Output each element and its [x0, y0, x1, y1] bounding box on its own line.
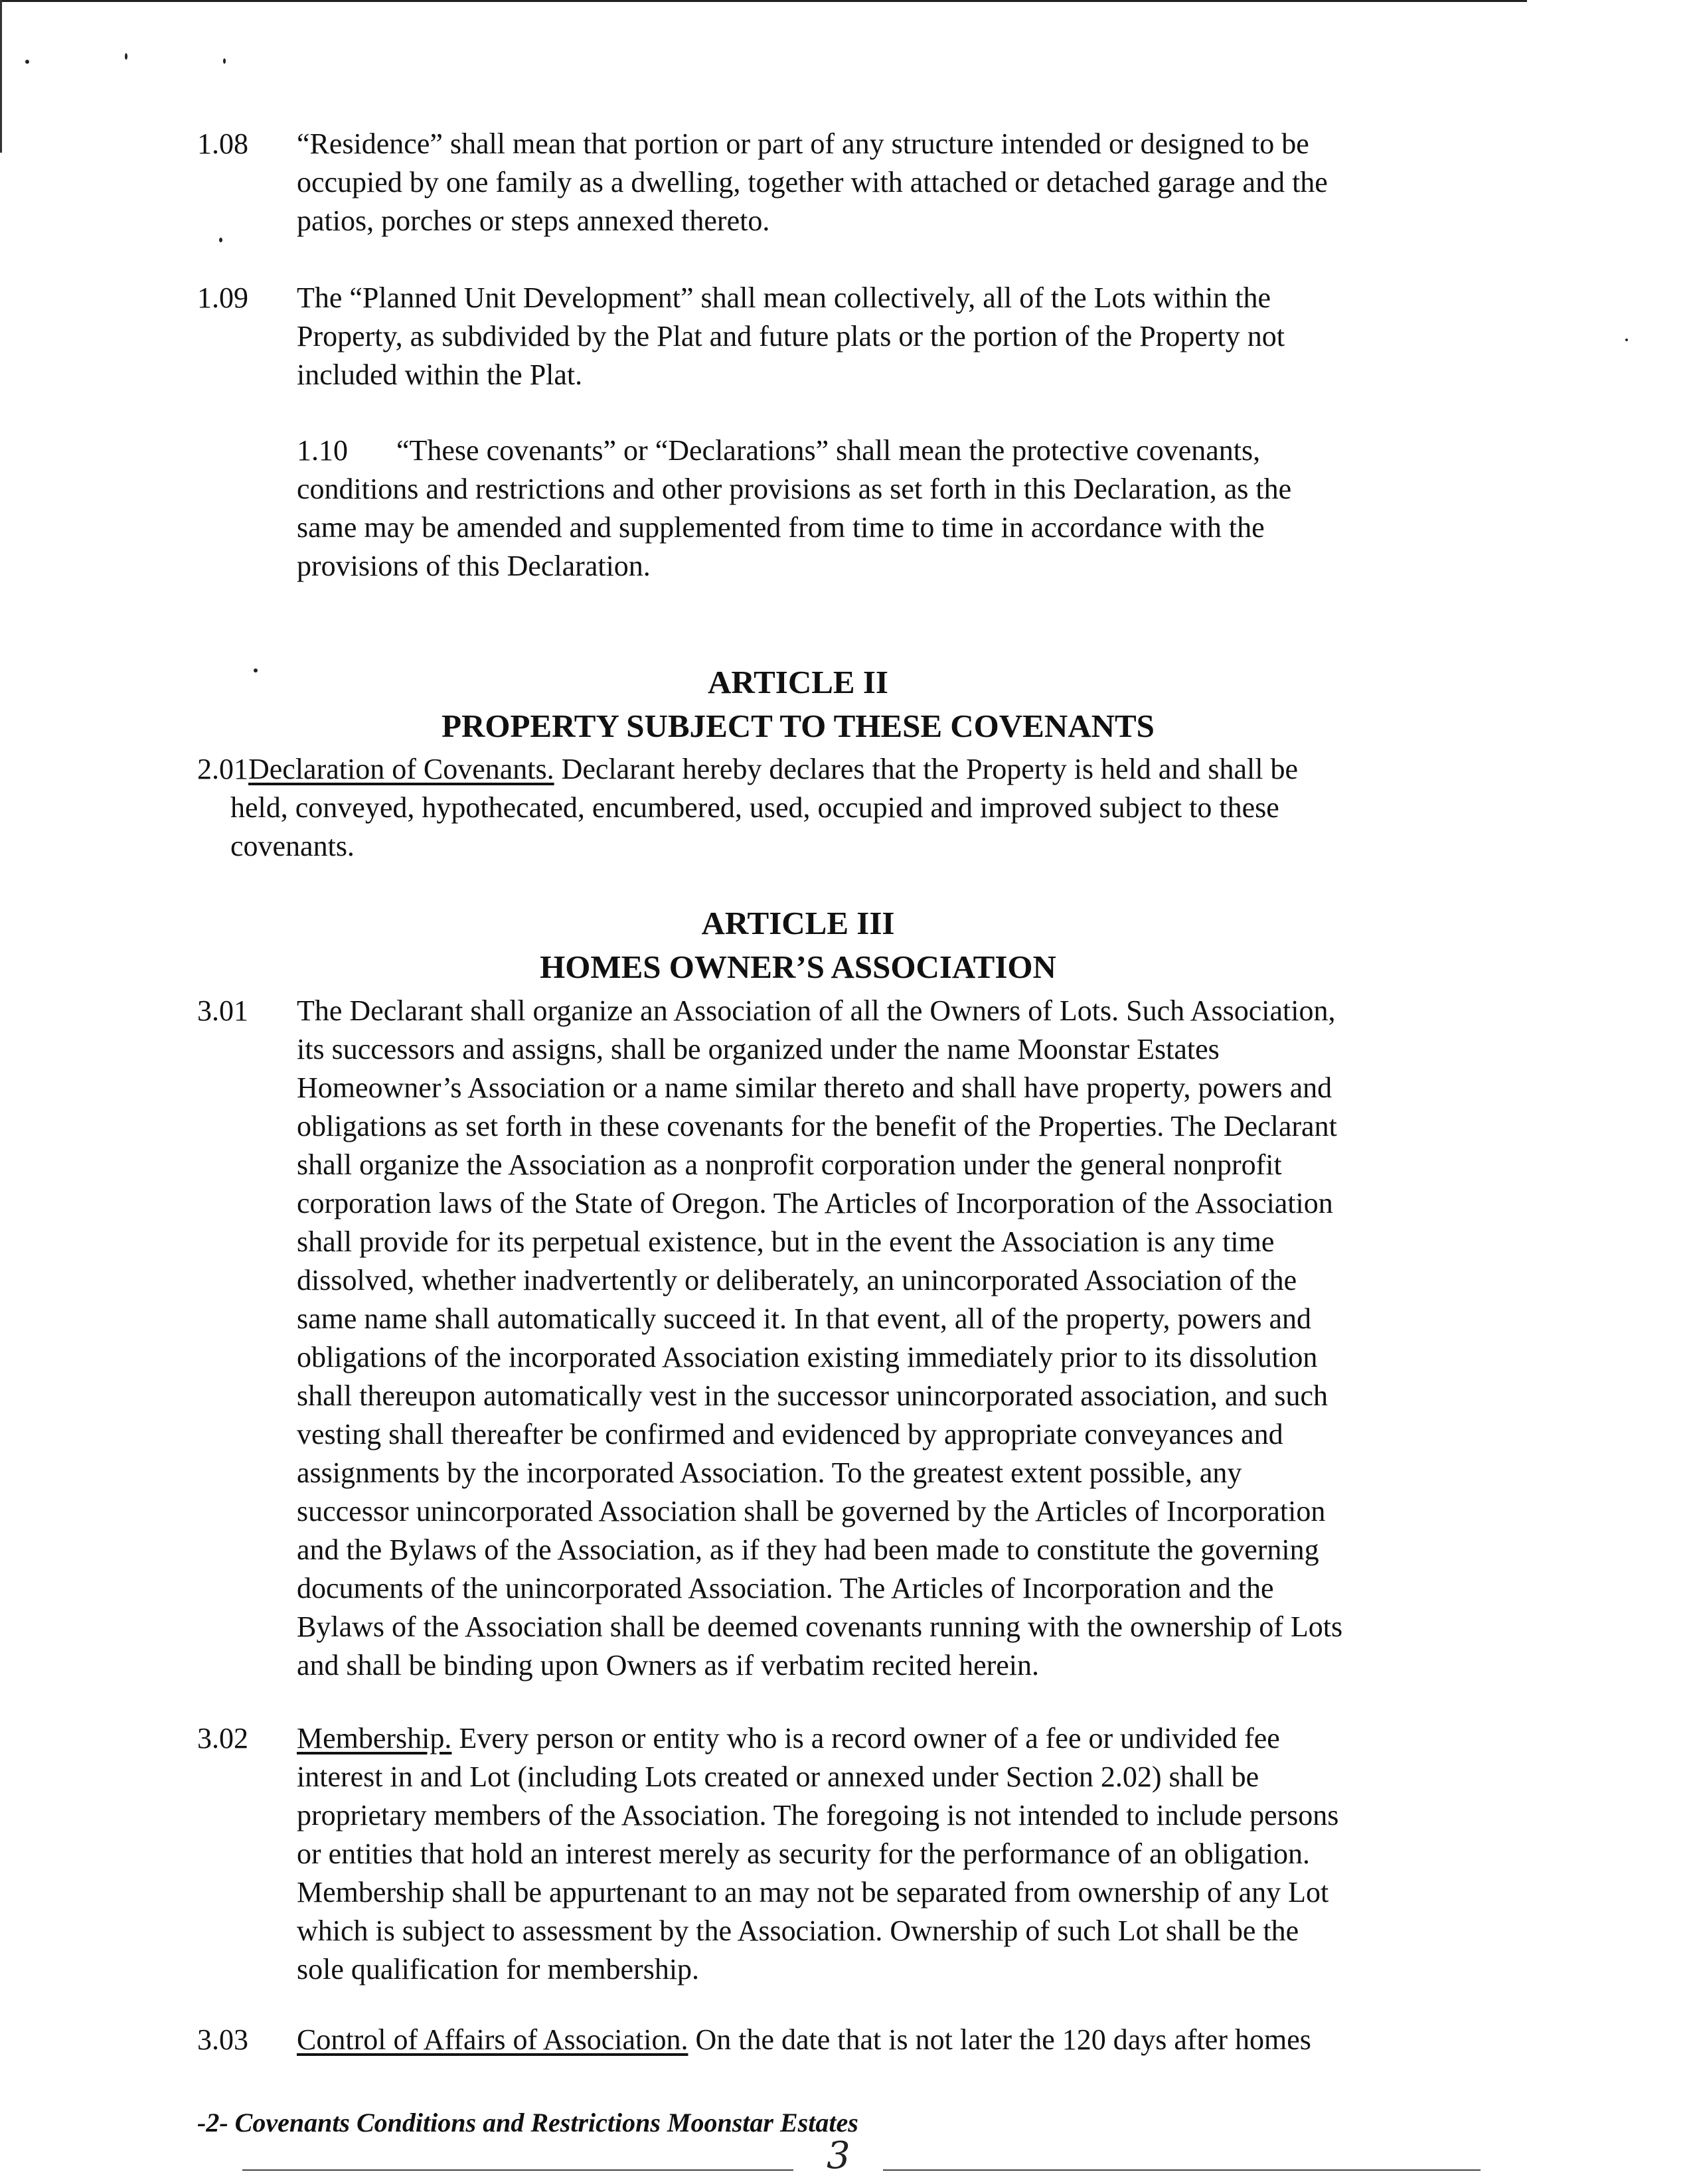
- section-number: 3.02: [197, 1722, 248, 1755]
- text-line: “These covenants” or “Declarations” shall mean the protective covenants,: [396, 434, 1261, 467]
- text-line: [197, 750, 1298, 789]
- scan-bottom-border: [242, 2169, 793, 2171]
- scan-speck: [25, 60, 29, 64]
- section-3-01-text: [297, 992, 1342, 1685]
- section-number: 1.09: [197, 281, 248, 314]
- text-line: same name shall automatically succeed it. In that event, all of the property, powers and: [297, 1302, 1312, 1335]
- text-line: corporation laws of the State of Oregon. The Articles of Incorporation of the Association: [297, 1187, 1333, 1219]
- text-line: On the date that is not later the 120 days after homes: [688, 2023, 1311, 2056]
- scan-top-border: [0, 0, 1527, 2]
- text-line: vesting shall thereafter be confirmed and evidenced by appropriate conveyances and: [297, 1418, 1283, 1450]
- section-number: 1.10: [297, 434, 348, 467]
- text-line: or entities that hold an interest merely as security for the performance of an obligation.: [297, 1837, 1311, 1870]
- scan-speck: [125, 53, 127, 60]
- text-line: assignments by the incorporated Association. To the greatest extent possible, any: [297, 1456, 1242, 1489]
- text-line: which is subject to assessment by the Association. Ownership of such Lot shall be the: [297, 1914, 1299, 1947]
- text-line: shall provide for its perpetual existence, but in the event the Association is any time: [297, 1225, 1275, 1258]
- section-number: 3.01: [197, 994, 248, 1027]
- section-heading: Control of Affairs of Association.: [297, 2023, 688, 2056]
- text-line: and shall be binding upon Owners as if verbatim recited herein.: [297, 1649, 1040, 1681]
- text-line: and the Bylaws of the Association, as if they had been made to constitute the governing: [297, 1533, 1319, 1566]
- section-1-09-text: [297, 279, 1285, 394]
- text-line: included within the Plat.: [297, 358, 583, 391]
- text-line: Membership shall be appurtenant to an may not be separated from ownership of any Lot: [297, 1876, 1329, 1909]
- handwritten-page-number: 3: [827, 2134, 850, 2177]
- text-line: [297, 2021, 1311, 2059]
- text-line: Declarant hereby declares that the Property is held and shall be: [554, 753, 1298, 785]
- text-line: The Declarant shall organize an Association of all the Owners of Lots. Such Association,: [297, 994, 1336, 1027]
- text-line: same may be amended and supplemented from time to time in accordance with the: [297, 511, 1265, 544]
- text-line: proprietary members of the Association. The foregoing is not intended to include persons: [297, 1799, 1339, 1832]
- text-line: “Residence” shall mean that portion or part of any structure intended or designed to be: [297, 127, 1309, 160]
- text-line: patios, porches or steps annexed thereto.: [297, 204, 770, 237]
- text-line: [297, 1719, 1338, 1758]
- section-number: 2.01: [197, 753, 248, 785]
- text-line: conditions and restrictions and other provisions as set forth in this Declaration, as the: [297, 473, 1292, 505]
- text-line: Every person or entity who is a record owner of a fee or undivided fee: [451, 1722, 1280, 1755]
- text-line: shall thereupon automatically vest in the successor unincorporated association, and such: [297, 1379, 1328, 1412]
- text-line: obligations as set forth in these covenants for the benefit of the Properties. The Declarant: [297, 1110, 1337, 1142]
- text-line: its successors and assigns, shall be organized under the name Moonstar Estates: [297, 1033, 1220, 1065]
- article-3-subtitle: HOMES OWNER’S ASSOCIATION: [540, 949, 1056, 985]
- text-line: shall organize the Association as a nonprofit corporation under the general nonprofit: [297, 1148, 1282, 1181]
- text-line: The “Planned Unit Development” shall mean collectively, all of the Lots within the: [297, 281, 1271, 314]
- text-line: obligations of the incorporated Association existing immediately prior to its dissolution: [297, 1341, 1318, 1373]
- scan-bottom-border: [883, 2169, 1481, 2171]
- text-line: successor unincorporated Association shall be governed by the Articles of Incorporation: [297, 1495, 1326, 1527]
- section-3-03-text: [297, 2021, 1311, 2059]
- text-line: Property, as subdivided by the Plat and future plats or the portion of the Property not: [297, 320, 1285, 352]
- section-heading: Declaration of Covenants.: [248, 753, 554, 785]
- scan-speck: [219, 238, 222, 242]
- section-heading: Membership.: [297, 1722, 452, 1755]
- article-3-title: ARTICLE III: [701, 905, 895, 941]
- section-2-01-text: [197, 750, 1298, 789]
- text-line: documents of the unincorporated Association. The Articles of Incorporation and the: [297, 1572, 1274, 1604]
- section-number: 1.08: [197, 127, 248, 160]
- article-2-title: ARTICLE II: [708, 664, 888, 700]
- text-line: dissolved, whether inadvertently or deliberately, an unincorporated Association of the: [297, 1264, 1297, 1296]
- article-2-subtitle: PROPERTY SUBJECT TO THESE COVENANTS: [442, 708, 1155, 744]
- scan-left-border: [0, 0, 2, 153]
- page-footer: -2- Covenants Conditions and Restrictions Moonstar Estates: [197, 2108, 858, 2138]
- text-line: held, conveyed, hypothecated, encumbered, used, occupied and improved subject to these: [230, 791, 1279, 824]
- section-3-02-text: [297, 1719, 1338, 1989]
- text-line: [297, 431, 1291, 470]
- text-line: interest in and Lot (including Lots created or annexed under Section 2.02) shall be: [297, 1760, 1259, 1793]
- scan-speck: [1625, 339, 1628, 341]
- text-line: Bylaws of the Association shall be deemed covenants running with the ownership of Lots: [297, 1610, 1343, 1643]
- section-1-10-text: [297, 431, 1291, 585]
- text-line: covenants.: [230, 830, 355, 862]
- section-number: 3.03: [197, 2023, 248, 2056]
- text-line: provisions of this Declaration.: [297, 550, 651, 582]
- text-line: occupied by one family as a dwelling, together with attached or detached garage and the: [297, 166, 1328, 198]
- section-2-01-continuation: [230, 789, 1279, 866]
- text-line: sole qualification for membership.: [297, 1953, 700, 1986]
- section-1-08-text: [297, 125, 1328, 240]
- scan-speck: [223, 58, 226, 64]
- text-line: Homeowner’s Association or a name similar thereto and shall have property, powers and: [297, 1071, 1332, 1104]
